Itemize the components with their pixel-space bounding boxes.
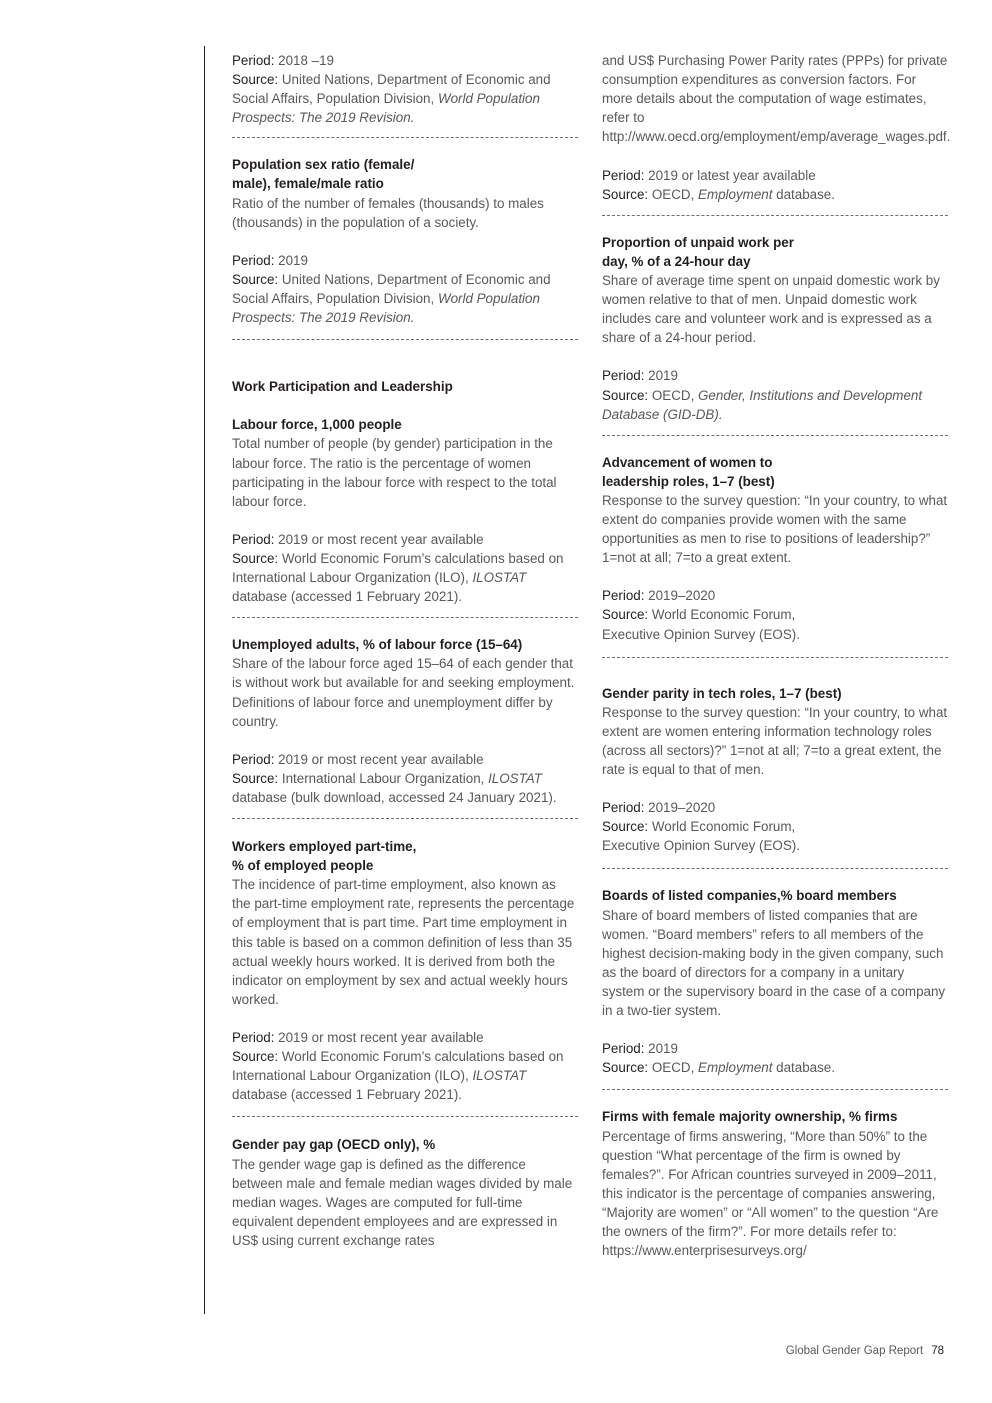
entry-workers-part-time <box>232 837 578 1104</box>
entry-firms-female-ownership <box>602 1107 948 1260</box>
period-line: Period: 2019 <box>602 1041 678 1057</box>
period-line: Period: 2019 or most recent year available <box>232 531 484 547</box>
entry-description: The incidence of part-time employment, also known as the part-time employment rate, represents the percentage of employment that is part time. Part time employment in this table is based on a common definition of less than 35 actual weekly hours worked. It is derived from both the indicator on employment by sex and actual weekly hours worked. <box>232 877 575 1007</box>
right-column <box>602 51 951 1260</box>
period-line: Period: 2018 –19 <box>232 53 335 68</box>
period-line: Period: 2019 or most recent year available <box>232 1030 484 1046</box>
source-line: Source: OECD, Employment database. <box>602 186 835 202</box>
period-line: Period: 2019–2020 <box>602 800 716 816</box>
source-line: Source: United Nations, Department of Economic and Social Affairs, Population Division, World Population Prospects: The 2019 Revision. <box>232 271 551 326</box>
entry-title: Population sex ratio (female/ male), female/male ratio <box>232 157 415 192</box>
divider <box>232 818 578 819</box>
entry-description: Total number of people (by gender) participation in the labour force. The ratio is the percentage of women participating in the labour force with respect to the total labour force. <box>232 436 557 509</box>
period-line: Period: 2019–2020 <box>602 588 716 604</box>
divider <box>602 215 948 216</box>
entry-unpaid-work <box>602 233 948 424</box>
source-line: Source: United Nations, Department of Economic and Social Affairs, Population Division, World Population Prospects: The 2019 Revision. <box>232 72 551 126</box>
divider <box>232 137 578 138</box>
entry-description: and US$ Purchasing Power Parity rates (PPPs) for private consumption expenditures as conversion factors. For more details about the computation of wage estimates, refer to http://www.oecd.org/employment/emp/average_wages.pdf. <box>602 53 951 145</box>
page-footer <box>786 1342 944 1361</box>
entry-description: Response to the survey question: “In your country, to what extent are women entering information technology roles (across all sectors)?” 1=not at all; 7=to a great extent, the rate is equal to that of men. <box>602 704 948 777</box>
divider <box>602 1089 948 1090</box>
divider <box>232 1116 578 1117</box>
entry-labour-force <box>232 415 578 606</box>
left-column <box>232 51 578 1250</box>
entry-description: The gender wage gap is defined as the difference between male and female median wages divided by male median wages. Wages are computed for full-time equivalent dependent employees and are expressed in US$ using current exchange rates <box>232 1156 573 1248</box>
entry-description: Share of average time spent on unpaid domestic work by women relative to that of men. Unpaid domestic work includes care and volunteer work and is expressed as a share of a 24-hour period. <box>602 272 940 346</box>
period-label: Period: <box>232 53 275 68</box>
entry-description: Share of the labour force aged 15–64 of each gender that is without work but available for and seeking employment. Definitions of labour force and unemployment differ by country. <box>232 656 575 729</box>
entry-gender-pay-gap-continued <box>602 51 951 204</box>
entry-boards-listed-companies <box>602 886 948 1077</box>
divider <box>602 657 948 658</box>
period-line: Period: 2019 or latest year available <box>602 167 816 183</box>
page-number: 78 <box>931 1345 944 1357</box>
source-line: Source: OECD, Gender, Institutions and Development Database (GID-DB). <box>602 387 923 422</box>
period-line: Period: 2019 <box>602 368 678 384</box>
divider <box>232 617 578 618</box>
entry-title: Proportion of unpaid work per day, % of a 24-hour day <box>602 234 794 269</box>
source-line: Source: World Economic Forum’s calculations based on International Labour Organization (ILO), ILOSTAT database (accessed 1 February 2021). <box>232 550 564 605</box>
source-line: Source: World Economic Forum, Executive Opinion Survey (EOS). <box>602 607 800 642</box>
divider <box>602 435 948 436</box>
period-line: Period: 2019 or most recent year available <box>232 751 484 767</box>
entry-title: Gender pay gap (OECD only), % <box>232 1137 436 1153</box>
entry-title: Firms with female majority ownership, % firms <box>602 1109 898 1125</box>
left-margin-rule <box>204 46 205 1314</box>
period-line: Period: 2019 <box>232 252 308 268</box>
entry-description: Share of board members of listed companies that are women. “Board members” refers to all members of the highest decision-making body in the given company, such as the board of directors for a company in a unitary system or the supervisory board in the case of a company in a two-tier system. <box>602 907 946 1019</box>
source-line: Source: World Economic Forum, Executive Opinion Survey (EOS). <box>602 819 800 854</box>
entry-population-period-source <box>232 51 578 127</box>
entry-description: Percentage of firms answering, “More than 50%” to the question “What percentage of the firm is owned by females?”. For African countries surveyed in 2009–2011, this indicator is the percentage of companies answering, “Majority are women” or “All women” to the question “Are the owners of the firm?”. For more details refer to: https://www.enterprisesurveys.org/ <box>602 1128 939 1259</box>
entry-advancement-women-leadership <box>602 453 948 644</box>
entry-title: Labour force, 1,000 people <box>232 417 402 433</box>
source-line: Source: World Economic Forum’s calculations based on International Labour Organization (ILO), ILOSTAT database (accessed 1 February 2021). <box>232 1049 564 1103</box>
entry-gender-pay-gap <box>232 1135 578 1250</box>
source-line: Source: International Labour Organization, ILOSTAT database (bulk download, accessed 24 January 2021). <box>232 770 557 805</box>
divider <box>232 339 578 340</box>
entry-title: Gender parity in tech roles, 1–7 (best) <box>602 685 842 701</box>
entry-population-sex-ratio <box>232 155 578 327</box>
entry-title: Advancement of women to leadership roles, 1–7 (best) <box>602 454 775 489</box>
entry-title: Workers employed part-time, % of employed people <box>232 839 417 874</box>
entry-description: Ratio of the number of females (thousands) to males (thousands) in the population of a society. <box>232 195 544 230</box>
entry-title: Boards of listed companies,% board members <box>602 888 897 904</box>
entry-gender-parity-tech <box>602 684 948 856</box>
report-title: Global Gender Gap Report <box>785 1345 924 1357</box>
section-heading: Work Participation and Leadership <box>232 379 453 395</box>
source-line: Source: OECD, Employment database. <box>602 1060 835 1076</box>
entry-description: Response to the survey question: “In your country, to what extent do companies provide women with the same opportunities as men to rise to positions of leadership?” 1=not at all; 7=to a great extent. <box>602 492 948 566</box>
source-label: Source: <box>232 72 279 88</box>
entry-unemployed-adults <box>232 635 578 807</box>
divider <box>602 868 948 869</box>
entry-title: Unemployed adults, % of labour force (15–64) <box>232 637 523 653</box>
